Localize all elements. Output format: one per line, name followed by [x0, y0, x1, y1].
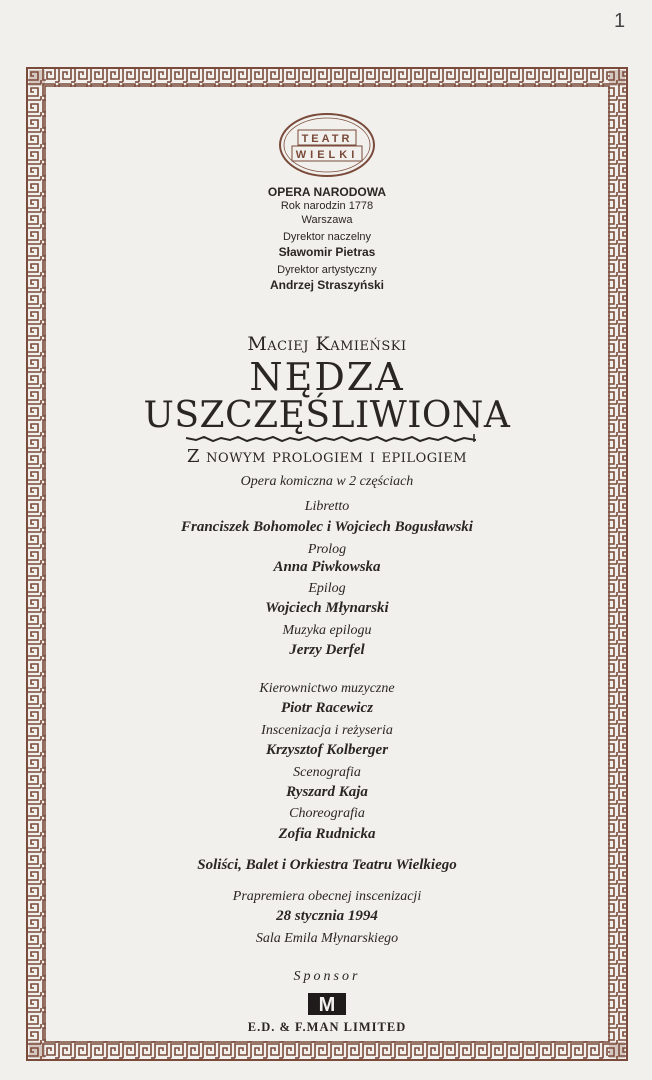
title-line-2: USZCZĘŚLIWIONA — [143, 395, 511, 436]
torn-edge-ornament — [186, 434, 476, 444]
credit-role-direction: Inscenizacja i reżyseria — [261, 723, 393, 738]
credit-role-epilog: Epilog — [308, 581, 346, 596]
credit-role-choreography: Choreografia — [289, 806, 365, 821]
logo-line2: WIELKI — [295, 149, 359, 161]
sponsor-logo — [308, 993, 346, 1015]
credit-role-prolog: Prolog — [307, 542, 347, 557]
premiere-venue: Sala Emila Młynarskiego — [255, 931, 399, 946]
opera-name: OPERA NARODOWA — [267, 185, 387, 199]
logo-line1: TEATR — [301, 133, 353, 145]
sponsor-company: E.D. & F.MAN LIMITED — [247, 1020, 407, 1034]
credit-name-direction: Krzysztof Kolberger — [265, 742, 389, 758]
credit-name-libretto: Franciszek Bohomolec i Wojciech Bogusławski — [181, 519, 473, 535]
page-number: 1 — [614, 10, 626, 32]
credit-name-music-direction: Piotr Racewicz — [280, 700, 374, 716]
sponsor-label: Sponsor — [293, 969, 361, 984]
credit-name-scenography: Ryszard Kaja — [286, 784, 368, 800]
premiere-date: 28 stycznia 1994 — [276, 908, 378, 924]
program-content — [46, 90, 608, 1040]
credit-name-epilog: Wojciech Młynarski — [265, 600, 389, 616]
general-director-label: Dyrektor naczelny — [282, 231, 372, 243]
credit-role-scenography: Scenografia — [293, 765, 361, 780]
teatr-wielki-logo — [278, 112, 376, 178]
credit-role-epilog-music: Muzyka epilogu — [282, 623, 372, 638]
artistic-director-label: Dyrektor artystyczny — [277, 264, 377, 276]
sponsor-logo-letter: M — [318, 994, 336, 1015]
general-director-name: Sławomir Pietras — [278, 245, 376, 259]
ensemble: Soliści, Balet i Orkiestra Teatru Wielkiego — [197, 857, 457, 873]
credit-name-choreography: Zofia Rudnicka — [278, 826, 376, 842]
city: Warszawa — [301, 214, 353, 226]
founded-year: Rok narodzin 1778 — [280, 200, 374, 212]
credit-role-music-direction: Kierownictwo muzyczne — [259, 681, 395, 696]
subtitle: Z nowym prologiem i epilogiem — [186, 446, 468, 467]
genre: Opera komiczna w 2 częściach — [240, 474, 414, 489]
composer-name: Maciej Kamieński — [247, 333, 407, 355]
credit-name-epilog-music: Jerzy Derfel — [289, 642, 365, 658]
credit-role-libretto: Libretto — [304, 499, 350, 514]
premiere-label: Prapremiera obecnej inscenizacji — [232, 889, 422, 904]
artistic-director-name: Andrzej Straszyński — [269, 278, 385, 292]
title-line-1: NĘDZA — [249, 355, 405, 399]
credit-name-prolog: Anna Piwkowska — [273, 559, 381, 575]
